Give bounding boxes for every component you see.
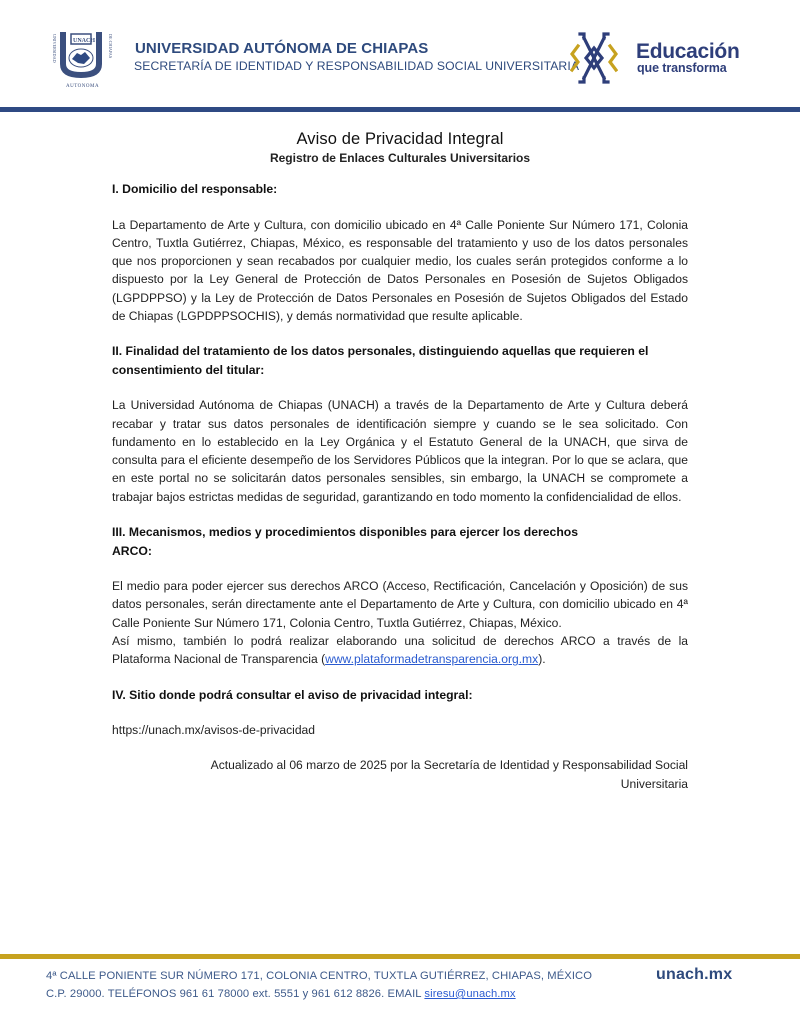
unach-seal-icon [48,26,114,90]
institution-name: UNIVERSIDAD AUTÓNOMA DE CHIAPAS [135,40,429,57]
section-2-heading: II. Finalidad del tratamiento de los datos personales, distinguiendo aquellas que requieren el consentimiento del titular: [112,344,649,377]
footer-contact [46,988,516,1000]
education-title: Educación [636,40,740,63]
privacy-notice-url: https://unach.mx/avisos-de-privacidad [112,723,316,738]
footer-divider [0,954,800,959]
privacy-notice-body [112,128,688,793]
updated-note-line1: Actualizado al 06 marzo de 2025 por la Secretaría de Identidad y Responsabilidad Social [210,758,688,773]
letterhead [0,0,800,112]
transparency-platform-link[interactable]: www.plataformadetransparencia.org.mx [325,652,539,667]
section-3-paragraph-1: El medio para poder ejercer sus derechos ARCO (Acceso, Rectificación, Cancelación y Oposición) de sus datos personales, serán directamente ante el Departamento de Arte y Cultura, con domicilio ubicado en 4ª Calle Poniente Sur Número 171, Colonia Centro, Tuxtla Gutiérrez, Chiapas, México. [112,579,688,630]
footer-email-link[interactable]: siresu@unach.mx [424,988,516,1000]
section-1-paragraph: La Departamento de Arte y Cultura, con domicilio ubicado en 4ª Calle Poniente Sur Número 171, Colonia Centro, Tuxtla Gutiérrez, Chiapas, México, es responsable del tratamiento y uso de los datos personales que nos proporcionen y sean recabados por cualquier medio, los cuales serán protegidos conforme a lo dispuesto por la Ley General de Protección de Datos Personales en Posesión de Sujetos Obligados (LGPDPPSO) y la Ley de Protección de Datos Personales en Posesión de Sujetos Obligados del Estado de Chiapas (LGPDPPSOCHIS), y demás normatividad que resulte aplicable. [112,217,688,323]
page-title: Aviso de Privacidad Integral [296,130,504,148]
svg-text:DE CHIAPAS: DE CHIAPAS [108,34,113,59]
svg-text:AUTONOMA: AUTONOMA [66,84,100,89]
section-1-heading: I. Domicilio del responsable: [112,182,278,196]
section-3-paragraph-2 [112,632,688,669]
section-3-heading-line2: ARCO: [112,543,152,558]
footer-address: 4ª CALLE PONIENTE SUR NÚMERO 171, COLONIA CENTRO, TUXTLA GUTIÉRREZ, CHIAPAS, MÉXICO [46,970,593,982]
section-3-heading-line1: III. Mecanismos, medios y procedimientos disponibles para ejercer los derechos [112,525,578,540]
section-3-paragraph-2-text: Así mismo, también lo podrá realizar elaborando una solicitud de derechos ARCO a través de la Plataforma Nacional de Transparencia ( [112,633,688,667]
institution-subtitle: SECRETARÍA DE IDENTIDAD Y RESPONSABILIDAD SOCIAL UNIVERSITARIA [134,59,580,73]
section-2-paragraph: La Universidad Autónoma de Chiapas (UNACH) a través de la Departamento de Arte y Cultura deberá recabar y tratar sus datos personales de identificación siempre y cuando se le sea solicitado. Con fundamento en lo establecido en la Ley Orgánica y el Estatuto General de la UNACH, que sirva de consulta para el eficiente desempeño de los Servidores Públicos que la integran. Por lo que se aclara, que en este portal no se solicitarán datos personales sensibles, sin embargo, la UNACH se compromete a trabajar bajos estrictas medidas de seguridad, garantizando en todo momento la confidencialidad de ellos. [112,398,688,504]
page-subtitle: Registro de Enlaces Culturales Universitarios [269,151,531,165]
education-emblem-icon [570,30,618,86]
svg-text:UNIVERSIDAD: UNIVERSIDAD [52,34,57,63]
svg-text:UNACH: UNACH [73,38,95,44]
updated-note [112,756,688,793]
updated-note-line2: Universitaria [620,776,688,791]
header-divider [0,107,800,112]
section-4-heading: IV. Sitio donde podrá consultar el aviso de privacidad integral: [112,687,473,702]
section-3-paragraph-2-suffix: ). [538,652,546,667]
section-3-heading [112,523,688,560]
education-subtitle: que transforma [637,61,727,75]
footer-website: unach.mx [656,966,733,983]
footer-phones: C.P. 29000. TELÉFONOS 961 61 78000 ext. 5551 y 961 612 8826. EMAIL [46,988,425,1000]
